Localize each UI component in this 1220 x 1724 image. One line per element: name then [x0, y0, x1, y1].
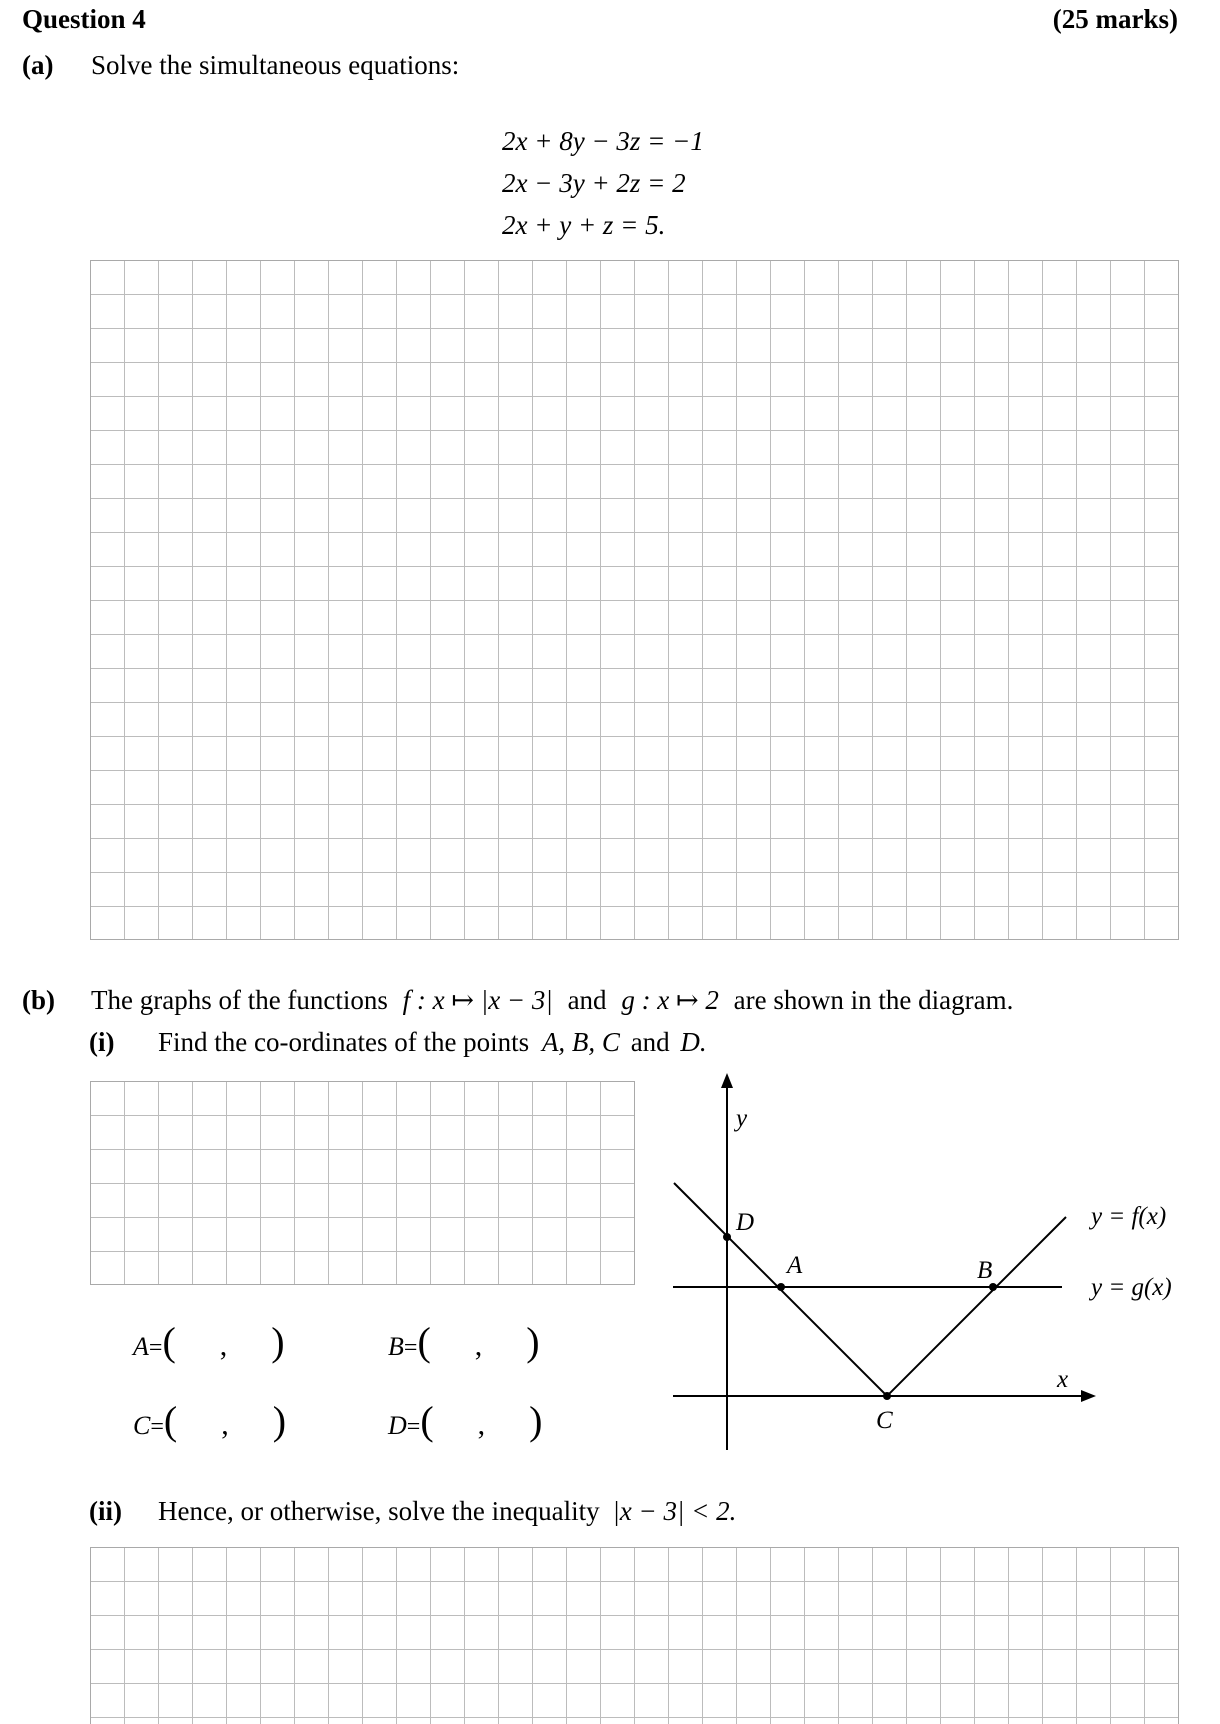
- point-a-close: ): [271, 1319, 285, 1364]
- intro-and: and: [567, 985, 607, 1015]
- label-g: y = g(x): [1091, 1274, 1172, 1301]
- point-b-label: B: [388, 1332, 404, 1361]
- equation-1: 2x + 8y − 3z = −1: [502, 126, 704, 156]
- label-c: C: [876, 1407, 893, 1434]
- sub-ii-instruction: Hence, or otherwise, solve the inequality: [158, 1496, 600, 1526]
- point-c-equals: =: [150, 1414, 164, 1440]
- part-a-label: (a): [22, 50, 54, 80]
- label-b: B: [977, 1257, 993, 1284]
- sub-i-and: and: [630, 1027, 670, 1057]
- question-marks: (25 marks): [1052, 4, 1178, 34]
- point-b-marker: [989, 1283, 997, 1291]
- sub-i-instruction: Find the co-ordinates of the points: [158, 1027, 530, 1057]
- equation-3: 2x + y + z = 5.: [502, 210, 666, 240]
- curve-f: [674, 1183, 1069, 1396]
- part-b-ii-text: [158, 1496, 736, 1527]
- part-b-label: (b): [22, 985, 55, 1015]
- point-c-comma: ,: [221, 1408, 229, 1441]
- point-c-open: (: [163, 1398, 178, 1443]
- point-c-label: C: [133, 1411, 151, 1440]
- point-d-open: (: [420, 1398, 434, 1443]
- point-d-equals: =: [406, 1414, 421, 1440]
- answer-grid-b-ii[interactable]: [90, 1547, 1179, 1724]
- sub-i-points: A, B, C: [541, 1027, 620, 1057]
- label-f: y = f(x): [1091, 1203, 1167, 1230]
- x-axis-label: x: [1057, 1366, 1069, 1393]
- point-b-comma: ,: [474, 1329, 483, 1362]
- question-title: Question 4: [22, 4, 146, 34]
- point-a-equals: =: [148, 1335, 163, 1361]
- y-axis-label: y: [736, 1105, 748, 1132]
- intro-start: The graphs of the functions: [91, 985, 388, 1015]
- part-b-ii-label: (ii): [89, 1496, 122, 1526]
- point-b-open: (: [417, 1319, 431, 1364]
- point-b-close: ): [526, 1319, 540, 1364]
- point-d-marker: [723, 1233, 731, 1241]
- label-d: D: [736, 1209, 755, 1236]
- y-axis-arrow: [721, 1073, 733, 1088]
- sub-i-last-point: D.: [680, 1027, 707, 1057]
- sub-ii-inequality: |x − 3| < 2.: [612, 1496, 737, 1526]
- function-g-definition: g : x ↦ 2: [621, 985, 719, 1015]
- point-a-marker: [777, 1283, 785, 1291]
- point-c-close: ): [272, 1398, 287, 1443]
- point-a-label: A: [133, 1332, 149, 1361]
- point-d-label: D: [388, 1411, 407, 1440]
- point-b-equals: =: [403, 1335, 418, 1361]
- equation-2: 2x − 3y + 2z = 2: [502, 168, 686, 198]
- label-a: A: [787, 1252, 803, 1279]
- x-axis-arrow: [1081, 1390, 1096, 1402]
- point-d-close: ): [529, 1398, 543, 1443]
- function-f-definition: f : x ↦ |x − 3|: [402, 985, 553, 1015]
- point-a-open: (: [162, 1319, 176, 1364]
- point-a-comma: ,: [219, 1329, 228, 1362]
- part-a-instruction: Solve the simultaneous equations:: [91, 50, 460, 80]
- point-d-comma: ,: [477, 1408, 486, 1441]
- point-c-marker: [883, 1392, 891, 1400]
- part-b-i-label: (i): [89, 1027, 115, 1057]
- intro-end: are shown in the diagram.: [733, 985, 1014, 1015]
